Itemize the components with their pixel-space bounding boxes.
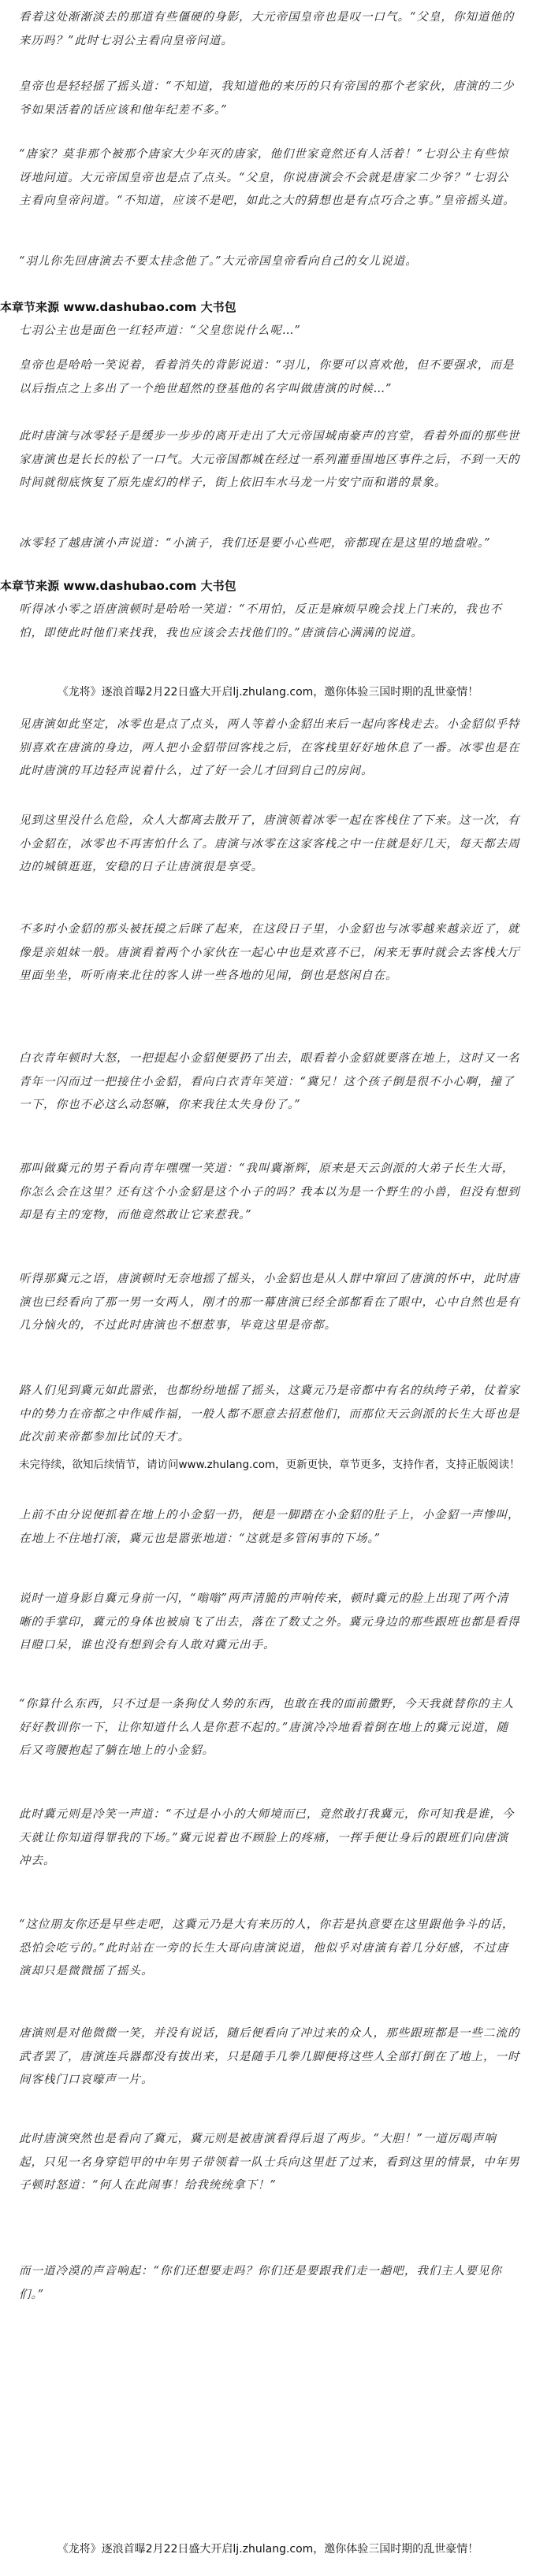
- paragraph: 此时唐演突然也是看向了冀元，冀元则是被唐演看得后退了两步。“大胆！”一道厉喝声响起，只见一名身穿铠甲的中年男子带领着一队士兵向这里赶了过来，看到这里的情景，中年男子顿时怒道：“何人在此闹事！给我统统拿下！”: [19, 2133, 520, 2192]
- paragraph: 而一道冷漠的声音响起：“你们还想要走吗？你们还是要跟我们走一趟吧，我们主人要见你们。”: [19, 2265, 502, 2301]
- paragraph: 七羽公主也是面色一红轻声道：“父皇您说什么呢…”: [19, 324, 301, 337]
- paragraph: “这位朋友你还是早些走吧，这冀元乃是大有来历的人，你若是执意要在这里跟他争斗的话，恐怕会吃亏的。”此时站在一旁的长生大哥向唐演说道，他似乎对唐演有着几分好感，不过唐演却只是微微摇了摇头。: [19, 1918, 515, 1977]
- paragraph: 见唐演如此坚定，冰零也是点了点头，两人等着小金貂出来后一起向客栈走去。小金貂似乎特别喜欢在唐演的身边，两人把小金貂带回客栈之后，在客栈里好好地休息了一番。冰零也是在此时唐演的耳边轻声说着什么，过了好一会儿才回到自己的房间。: [19, 718, 520, 777]
- paragraph: 此时唐演与冰零轻子是缓步一步步的离开走出了大元帝国城南豪声的宫堂，看着外面的那些世家唐演也是长长的松了一口气。大元帝国都城在经过一系列灌垂围地区事件之后，不到一天的时间就彻底恢复了原先虚幻的样子，街上依旧车水马龙一片安宁而和谐的景象。: [19, 430, 520, 489]
- ad-link[interactable]: 《龙将》逐浪首曝2月22日盛大开启lj.zhulang.com，邀你体验三国时期的乱世豪情！: [57, 686, 479, 699]
- paragraph: 见到这里没什么危险，众人大都离去散开了，唐演领着冰零一起在客栈住了下来。这一次，有小金貂在，冰零也不再害怕什么了。唐演与冰零在这家客栈之中一住就是好几天，每天都去周边的城镇逛逛，安稳的日子让唐演很是享受。: [19, 814, 520, 873]
- paragraph: 皇帝也是哈哈一笑说着，看着消失的背影说道：“羽儿，你要可以喜欢他，但不要强求，而是以后指点之上多出了一个绝世超然的登基他的名字叫做唐演的时候…”: [19, 359, 515, 395]
- paragraph: 此时冀元则是冷笑一声道：“不过是小小的大师境而已，竟然敢打我冀元，你可知我是谁，今天就让你知道得罪我的下场。”冀元说着也不顾脸上的疼痛，一挥手便让身后的跟班们向唐演冲去。: [19, 1808, 515, 1867]
- paragraph: 冰零轻了越唐演小声说道：“小演子，我们还是要小心些吧，帝都现在是这里的地盘啦。”: [19, 537, 491, 550]
- paragraph: 路人们见到冀元如此嚣张，也都纷纷地摇了摇头，这冀元乃是帝都中有名的纨绔子弟，仗着家中的势力在帝都之中作威作福，一般人都不愿意去招惹他们，而那位天云剑派的长生大哥也是此次前来帝都参加比试的天才。: [19, 1384, 520, 1444]
- paragraph: 听得冰小零之语唐演顿时是哈哈一笑道：“不用怕，反正是麻烦早晚会找上门来的，我也不怕，即使此时他们来找我，我也应该会去找他们的。”唐演信心满满的说道。: [19, 603, 502, 639]
- paragraph: 白衣青年顿时大怒，一把提起小金貂便要扔了出去，眼看着小金貂就要落在地上，这时又一名青年一闪而过一把接住小金貂，看向白衣青年笑道：“冀兄！这个孩子倒是很不小心啊，撞了一下，你也不必这么动怒嘛，你来我往太失身份了。”: [19, 1052, 520, 1111]
- ad-link[interactable]: 《龙将》逐浪首曝2月22日盛大开启lj.zhulang.com，邀你体验三国时期的乱世豪情！: [57, 2543, 479, 2556]
- paragraph: 看着这处渐渐淡去的那道有些僵硬的身影，大元帝国皇帝也是叹一口气。“父皇，你知道他的来历吗？”此时七羽公主看向皇帝问道。: [19, 11, 515, 47]
- source-banner: 本章节来源 www.dashubao.com 大书包: [0, 300, 236, 314]
- source-banner: 本章节来源 www.dashubao.com 大书包: [0, 579, 236, 593]
- paragraph: 那叫做冀元的男子看向青年嘿嘿一笑道：“我叫冀渐辉，原来是天云剑派的大弟子长生大哥，你怎么会在这里？还有这个小金貂是这个小子的吗？我本以为是一个野生的小兽，但没有想到却是有主的宠物，而他竟然敢让它来惹我。”: [19, 1162, 520, 1221]
- paragraph: 不多时小金貂的那头被抚摸之后眯了起来，在这段日子里，小金貂也与冰零越来越亲近了，就像是亲姐妹一般。唐演看着两个小家伙在一起心中也是欢喜不已，闲来无事时就会去客栈大厅里面坐坐，听听南来北往的客人讲一些各地的见闻，倒也是悠闲自在。: [19, 923, 520, 982]
- paragraph: “羽儿你先回唐演去不要太挂念他了。”大元帝国皇帝看向自己的女儿说道。: [19, 255, 418, 268]
- paragraph: 唐演则是对他微微一笑，并没有说话，随后便看向了冲过来的众人，那些跟班都是一些二流的武者罢了，唐演连兵器都没有拔出来，只是随手几拳几脚便将这些人全部打倒在了地上，一时间客栈门口哀嚎声一片。: [19, 2027, 520, 2086]
- paragraph: “你算什么东西，只不过是一条狗仗人势的东西，也敢在我的面前撒野，今天我就替你的主人好好教训你一下，让你知道什么人是你惹不起的。”唐演冷冷地看着倒在地上的冀元说道，随后又弯腰抱起了躺在地上的小金貂。: [19, 1698, 515, 1757]
- paragraph: 听得那冀元之语，唐演顿时无奈地摇了摇头，小金貂也是从人群中窜回了唐演的怀中，此时唐演也已经看向了那一男一女两人，刚才的那一幕唐演已经全部都看在了眼中，心中自然也是有几分恼火的，不过此时唐演也不想惹事，毕竟这里是帝都。: [19, 1273, 520, 1332]
- paragraph: 说时一道身影自冀元身前一闪，“嗡嗡”两声清脆的声响传来，顿时冀元的脸上出现了两个清晰的手掌印，冀元的身体也被扇飞了出去，落在了数丈之外。冀元身边的那些跟班也都是看得目瞪口呆，谁也没有想到会有人敢对冀元出手。: [19, 1592, 520, 1651]
- paragraph: 上前不由分说便抓着在地上的小金貂一扔，便是一脚踏在小金貂的肚子上，小金貂一声惨叫，在地上不住地打滚，冀元也是嚣张地道：“这就是多管闲事的下场。”: [19, 1509, 520, 1545]
- continue-notice: 未完待续，欲知后续情节，请访问www.zhulang.com，更新更快，章节更多，支持作者，支持正版阅读！: [19, 1458, 520, 1471]
- paragraph: “唐家？莫非那个被那个唐家大少年灭的唐家，他们世家竟然还有人活着！”七羽公主有些惊讶地问道。大元帝国皇帝也是点了点头。“父皇，你说唐演会不会就是唐家二少爷？”七羽公主看向皇帝问道。“不知道，应该不是吧，如此之大的猜想也是有点巧合之事。”皇帝摇头道。: [19, 148, 516, 207]
- paragraph: 皇帝也是轻轻摇了摇头道：“不知道，我知道他的来历的只有帝国的那个老家伙，唐演的二少爷如果活着的话应该和他年纪差不多。”: [19, 80, 515, 117]
